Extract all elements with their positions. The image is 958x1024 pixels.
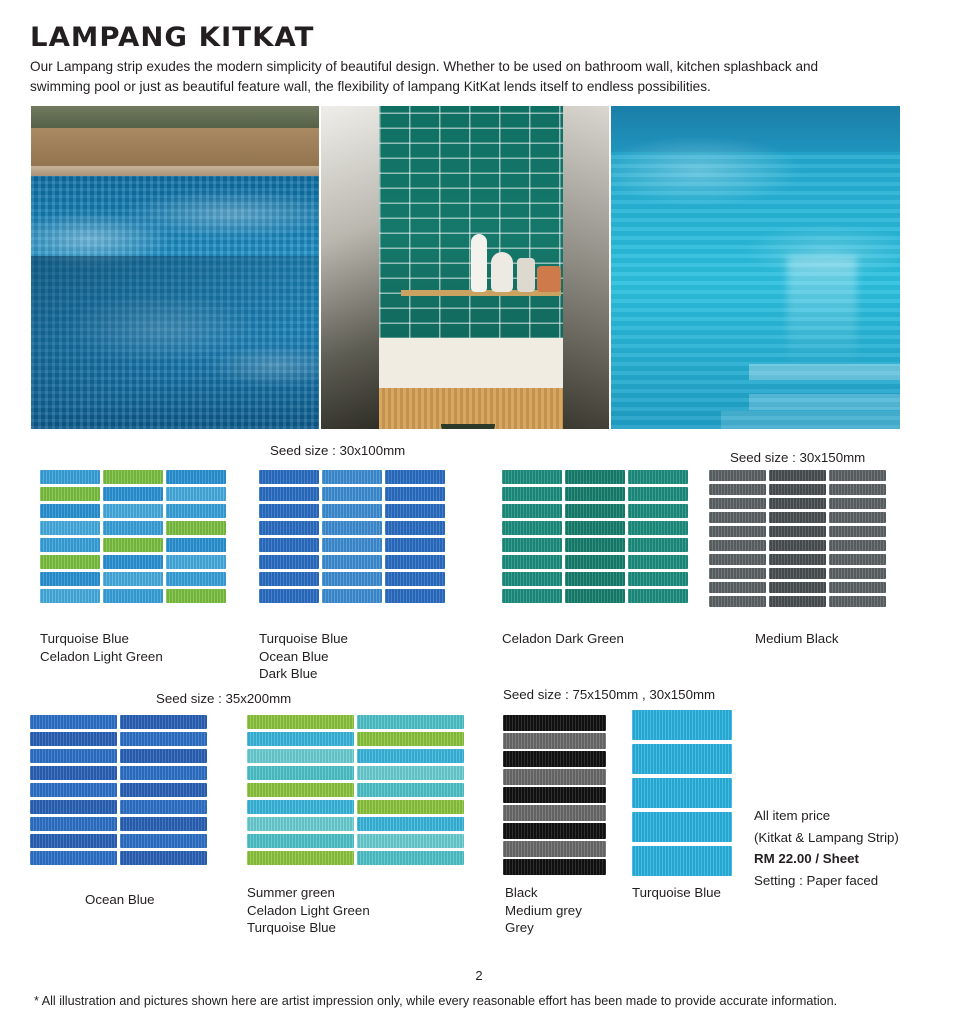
tile-brick: [357, 834, 464, 848]
tile-brick: [769, 568, 826, 579]
tile-brick: [103, 504, 163, 518]
caption-summer-green-celadon-turquoise: Summer green Celadon Light Green Turquoise Blue: [247, 885, 370, 936]
tile-brick: [769, 582, 826, 593]
tile-brick: [30, 783, 117, 797]
tile-brick: [40, 470, 100, 484]
tile-brick: [565, 470, 625, 484]
tile-brick: [502, 538, 562, 552]
tile-brick: [247, 783, 354, 797]
tile-brick: [30, 715, 117, 729]
tile-brick: [503, 769, 606, 785]
swimming-pool-mosaic-photo: [31, 106, 319, 429]
swatch-grid-turquoise-ocean-dark-blue: [259, 470, 445, 603]
swatch-grid-turquoise-blue-celadon-light-green: [40, 470, 226, 603]
swatch-grid-ocean-blue: [30, 715, 207, 865]
tile-brick: [829, 526, 886, 537]
tile-brick: [385, 572, 445, 586]
tile-brick: [322, 521, 382, 535]
tile-brick: [829, 540, 886, 551]
tile-brick: [632, 744, 732, 774]
tile-brick: [628, 470, 688, 484]
tile-brick: [259, 572, 319, 586]
tile-brick: [357, 817, 464, 831]
tile-brick: [769, 512, 826, 523]
page-number: 2: [475, 968, 483, 983]
tile-brick: [247, 817, 354, 831]
tile-brick: [120, 817, 207, 831]
swatch-grid-medium-black: [709, 470, 886, 607]
tile-brick: [503, 751, 606, 767]
tile-brick: [565, 504, 625, 518]
tile-brick: [503, 823, 606, 839]
tile-brick: [30, 851, 117, 865]
tile-brick: [769, 470, 826, 481]
tile-brick: [166, 572, 226, 586]
tile-brick: [632, 812, 732, 842]
tile-brick: [103, 572, 163, 586]
tile-brick: [709, 526, 766, 537]
swatch-grid-turquoise-blue-large: [632, 710, 732, 876]
tile-brick: [628, 572, 688, 586]
tile-brick: [709, 512, 766, 523]
tile-brick: [103, 470, 163, 484]
photo-strip: [31, 106, 900, 429]
seed-size-label-30x100: Seed size : 30x100mm: [270, 443, 406, 458]
swatch-grid-black-medium-grey-grey: [503, 715, 606, 875]
tile-brick: [40, 572, 100, 586]
tile-brick: [103, 555, 163, 569]
tile-brick: [357, 783, 464, 797]
tile-brick: [502, 487, 562, 501]
caption-turquoise-blue-celadon-light-green: Turquoise Blue Celadon Light Green: [40, 631, 163, 664]
caption-turquoise-blue-large: Turquoise Blue: [632, 885, 721, 900]
tile-brick: [769, 498, 826, 509]
tile-brick: [40, 555, 100, 569]
tile-brick: [632, 778, 732, 808]
tile-brick: [166, 555, 226, 569]
tile-brick: [628, 538, 688, 552]
tile-brick: [503, 787, 606, 803]
tile-brick: [385, 470, 445, 484]
tile-brick: [247, 834, 354, 848]
tile-brick: [502, 470, 562, 484]
tile-brick: [357, 715, 464, 729]
tile-brick: [709, 554, 766, 565]
tile-brick: [322, 538, 382, 552]
tile-brick: [166, 470, 226, 484]
tile-brick: [357, 800, 464, 814]
tile-brick: [322, 470, 382, 484]
tile-brick: [709, 470, 766, 481]
tile-brick: [322, 555, 382, 569]
seed-size-label-30x150: Seed size : 30x150mm: [730, 450, 866, 465]
tile-brick: [120, 783, 207, 797]
tile-brick: [120, 715, 207, 729]
tile-brick: [829, 470, 886, 481]
tile-brick: [166, 487, 226, 501]
tile-brick: [565, 487, 625, 501]
tile-brick: [502, 589, 562, 603]
tile-brick: [322, 572, 382, 586]
tile-brick: [247, 851, 354, 865]
tile-brick: [30, 817, 117, 831]
tile-brick: [502, 555, 562, 569]
seed-size-label-75x150-30x150: Seed size : 75x150mm , 30x150mm: [503, 687, 716, 702]
tile-brick: [628, 504, 688, 518]
tile-brick: [30, 800, 117, 814]
tile-brick: [503, 715, 606, 731]
tile-brick: [357, 749, 464, 763]
tile-brick: [769, 526, 826, 537]
tile-brick: [120, 834, 207, 848]
tile-brick: [103, 487, 163, 501]
tile-brick: [322, 504, 382, 518]
pool-steps-photo: [611, 106, 900, 429]
tile-brick: [259, 521, 319, 535]
tile-brick: [259, 555, 319, 569]
tile-brick: [166, 589, 226, 603]
tile-brick: [30, 732, 117, 746]
tile-brick: [709, 540, 766, 551]
price-line-1: All item price: [754, 808, 831, 823]
price-setting: Setting : Paper faced: [754, 872, 879, 888]
tile-brick: [120, 851, 207, 865]
tile-brick: [565, 538, 625, 552]
swatch-grid-celadon-dark-green: [502, 470, 688, 603]
tile-brick: [40, 521, 100, 535]
tile-brick: [628, 555, 688, 569]
tile-brick: [259, 504, 319, 518]
price-block: [754, 805, 899, 891]
tile-brick: [166, 538, 226, 552]
tile-brick: [565, 521, 625, 535]
tile-brick: [259, 589, 319, 603]
tile-brick: [769, 554, 826, 565]
tile-brick: [322, 487, 382, 501]
kitchen-splashback-photo: [321, 106, 609, 429]
tile-brick: [120, 800, 207, 814]
tile-brick: [247, 800, 354, 814]
tile-brick: [120, 732, 207, 746]
tile-brick: [385, 521, 445, 535]
tile-brick: [247, 766, 354, 780]
caption-celadon-dark-green: Celadon Dark Green: [502, 631, 624, 646]
tile-brick: [40, 504, 100, 518]
tile-brick: [40, 538, 100, 552]
tile-brick: [709, 484, 766, 495]
tile-brick: [829, 582, 886, 593]
tile-brick: [502, 521, 562, 535]
tile-brick: [120, 749, 207, 763]
tile-brick: [632, 710, 732, 740]
caption-black-medium-grey-grey: Black Medium grey Grey: [505, 885, 582, 936]
caption-medium-black: Medium Black: [755, 631, 839, 646]
tile-brick: [40, 589, 100, 603]
tile-brick: [247, 749, 354, 763]
tile-brick: [769, 484, 826, 495]
tile-brick: [357, 732, 464, 746]
tile-brick: [709, 582, 766, 593]
tile-brick: [503, 805, 606, 821]
tile-brick: [502, 572, 562, 586]
tile-brick: [30, 766, 117, 780]
tile-brick: [565, 589, 625, 603]
footer-note: * All illustration and pictures shown here are artist impression only, while every reasonable effort has been made to provide accurate information.: [34, 994, 838, 1008]
tile-brick: [829, 596, 886, 607]
tile-brick: [103, 538, 163, 552]
tile-brick: [769, 540, 826, 551]
tile-brick: [322, 589, 382, 603]
swatch-grid-summer-green-celadon-turquoise: [247, 715, 464, 865]
tile-brick: [502, 504, 562, 518]
tile-brick: [503, 733, 606, 749]
tile-brick: [247, 732, 354, 746]
tile-brick: [247, 715, 354, 729]
tile-brick: [709, 596, 766, 607]
tile-brick: [829, 554, 886, 565]
tile-brick: [385, 555, 445, 569]
tile-brick: [40, 487, 100, 501]
tile-brick: [30, 834, 117, 848]
tile-brick: [565, 572, 625, 586]
seed-size-label-35x200: Seed size : 35x200mm: [156, 691, 292, 706]
tile-brick: [709, 568, 766, 579]
tile-brick: [709, 498, 766, 509]
tile-brick: [103, 521, 163, 535]
tile-brick: [30, 749, 117, 763]
tile-brick: [503, 841, 606, 857]
price-amount: RM 22.00 / Sheet: [754, 851, 859, 867]
tile-brick: [120, 766, 207, 780]
price-line-2: (Kitkat & Lampang Strip): [754, 829, 899, 845]
caption-turquoise-ocean-dark-blue: Turquoise Blue Ocean Blue Dark Blue: [259, 631, 348, 682]
caption-ocean-blue: Ocean Blue: [85, 892, 155, 907]
tile-brick: [357, 766, 464, 780]
tile-brick: [259, 538, 319, 552]
tile-brick: [632, 846, 732, 876]
tile-brick: [103, 589, 163, 603]
tile-brick: [628, 589, 688, 603]
tile-brick: [385, 487, 445, 501]
tile-brick: [829, 498, 886, 509]
tile-brick: [829, 512, 886, 523]
tile-brick: [385, 589, 445, 603]
tile-brick: [769, 596, 826, 607]
tile-brick: [829, 484, 886, 495]
intro-paragraph: Our Lampang strip exudes the modern simplicity of beautiful design. Whether to be used on bathroom wall, kitchen splashback and swimming pool or just as beautiful feature wall, the flexibility of lampang KitKat lends itself to endless possibilities.: [30, 59, 819, 94]
tile-brick: [829, 568, 886, 579]
tile-brick: [503, 859, 606, 875]
tile-brick: [166, 521, 226, 535]
tile-brick: [385, 538, 445, 552]
tile-brick: [357, 851, 464, 865]
tile-brick: [259, 487, 319, 501]
tile-brick: [259, 470, 319, 484]
tile-brick: [166, 504, 226, 518]
tile-brick: [628, 487, 688, 501]
tile-brick: [565, 555, 625, 569]
tile-brick: [628, 521, 688, 535]
tile-brick: [385, 504, 445, 518]
page-title: LAMPANG KITKAT: [30, 22, 315, 53]
